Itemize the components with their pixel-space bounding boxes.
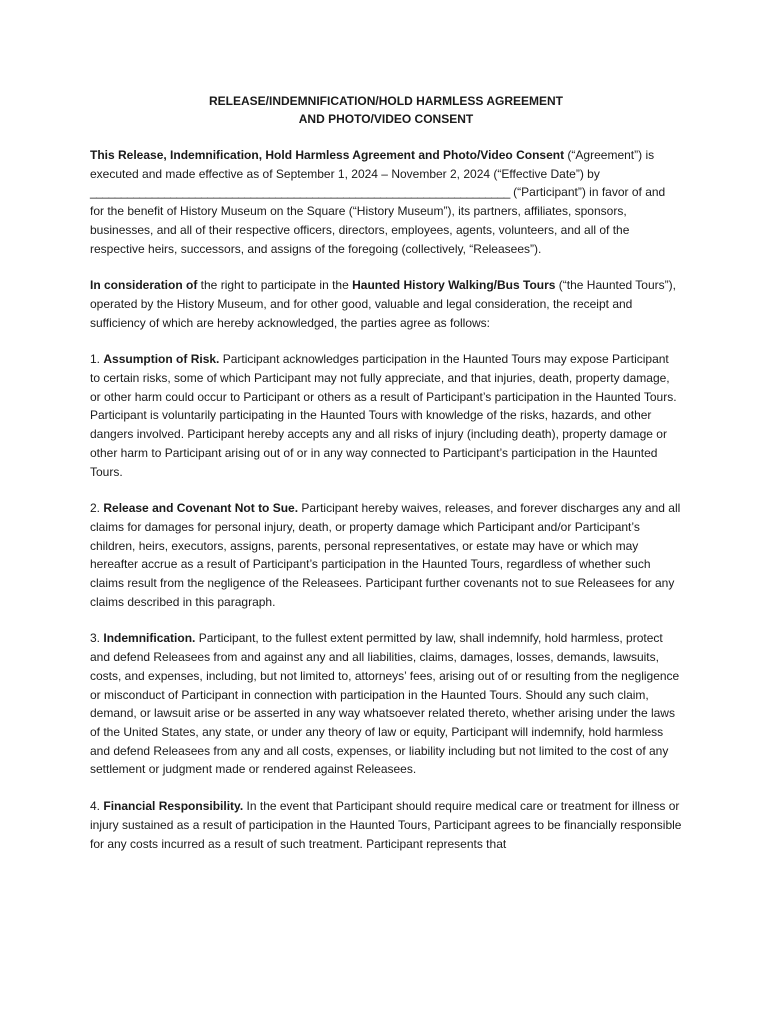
document-title xyxy=(90,92,682,128)
intro-text-1: (“Agreement”) is executed and made effective as of September 1, 2024 – November 2, 2024 (“Effective Date”) by xyxy=(90,148,655,181)
consideration-bold-1: In consideration of xyxy=(90,278,198,293)
intro-bold-text: This Release, Indemnification, Hold Harmless Agreement and Photo/Video Consent xyxy=(90,148,565,162)
consideration-paragraph xyxy=(90,276,682,332)
consideration-text-2: (“the Haunted Tours”), operated by the History Museum, and for other good, valuable and legal consideration, the receipt and sufficiency of which are hereby acknowledged, the parties agree as follows: xyxy=(90,278,676,330)
title-line-2: AND PHOTO/VIDEO CONSENT xyxy=(298,112,474,126)
section-heading: Financial Responsibility. xyxy=(103,799,244,814)
section-heading: Assumption of Risk. xyxy=(103,352,220,367)
title-line-1: RELEASE/INDEMNIFICATION/HOLD HARMLESS AGREEMENT xyxy=(208,94,563,108)
section-indemnification xyxy=(90,629,682,779)
section-text: Participant hereby waives, releases, and forever discharges any and all claims for damages for personal injury, death, or property damage which Participant and/or Participant’s children, heirs, executors, assigns, parents, personal representatives, or estate may have or which may hereafter accrue as a result of Participant’s participation in the Haunted Tours, regardless of whether such claims result from the negligence of the Releasees. Participant further covenants not to sue Releasees for any claims described in this paragraph. xyxy=(90,501,681,609)
section-release-covenant xyxy=(90,499,682,611)
section-heading: Release and Covenant Not to Sue. xyxy=(103,501,299,516)
section-number: 3. xyxy=(90,631,101,646)
participant-name-blank: ____________________________________________________________________ xyxy=(90,185,510,200)
section-text: Participant, to the fullest extent permitted by law, shall indemnify, hold harmless, protect and defend Releasees from and against any and all liabilities, claims, damages, losses, demands, lawsuits, costs, and expenses, including, but not limited to, attorneys’ fees, arising out of or resulting from the negligence or misconduct of Participant in connection with participation in the Haunted Tours. Should any such claim, demand, or lawsuit arise or be asserted in any way whatsoever related thereto, whether arising under the laws of the United States, any state, or under any theory of law or equity, Participant will indemnify, hold harmless and defend Releasees from any and all costs, expenses, or liability including but not limited to the cost of any settlement or judgment made or rendered against Releasees. xyxy=(90,631,680,777)
section-heading: Indemnification. xyxy=(103,631,196,646)
section-number: 4. xyxy=(90,799,101,814)
intro-text-2: (“Participant”) in favor of and for the benefit of History Museum on the Square (“History Museum”), its partners, affiliates, sponsors, businesses, and all of their respective officers, directors, employees, agents, volunteers, and all of the respective heirs, successors, and assigns of the foregoing (collectively, “Releasees”). xyxy=(90,185,666,256)
intro-paragraph xyxy=(90,146,682,258)
section-text: In the event that Participant should require medical care or treatment for illness or injury sustained as a result of participation in the Haunted Tours, Participant agrees to be financially responsible for any costs incurred as a result of such treatment. Participant represents that xyxy=(90,799,682,851)
section-assumption-of-risk xyxy=(90,350,682,481)
section-number: 2. xyxy=(90,501,101,516)
section-text: Participant acknowledges participation in the Haunted Tours may expose Participant to certain risks, some of which Participant may not fully appreciate, and that injuries, death, property damage, or other harm could occur to Participant or others as a result of Participant’s participation in the Haunted Tours. Participant is voluntarily participating in the Haunted Tours with knowledge of the risks, hazards, and other dangers involved. Participant hereby accepts any and all risks of injury (including death), property damage or other harm to Participant arising out of or in any way connected to Participant’s participation in the Haunted Tours. xyxy=(90,352,677,479)
section-financial-responsibility xyxy=(90,797,682,853)
tour-name: Haunted History Walking/Bus Tours xyxy=(352,278,556,293)
consideration-text-1: the right to participate in the xyxy=(197,278,353,293)
section-number: 1. xyxy=(90,352,101,367)
